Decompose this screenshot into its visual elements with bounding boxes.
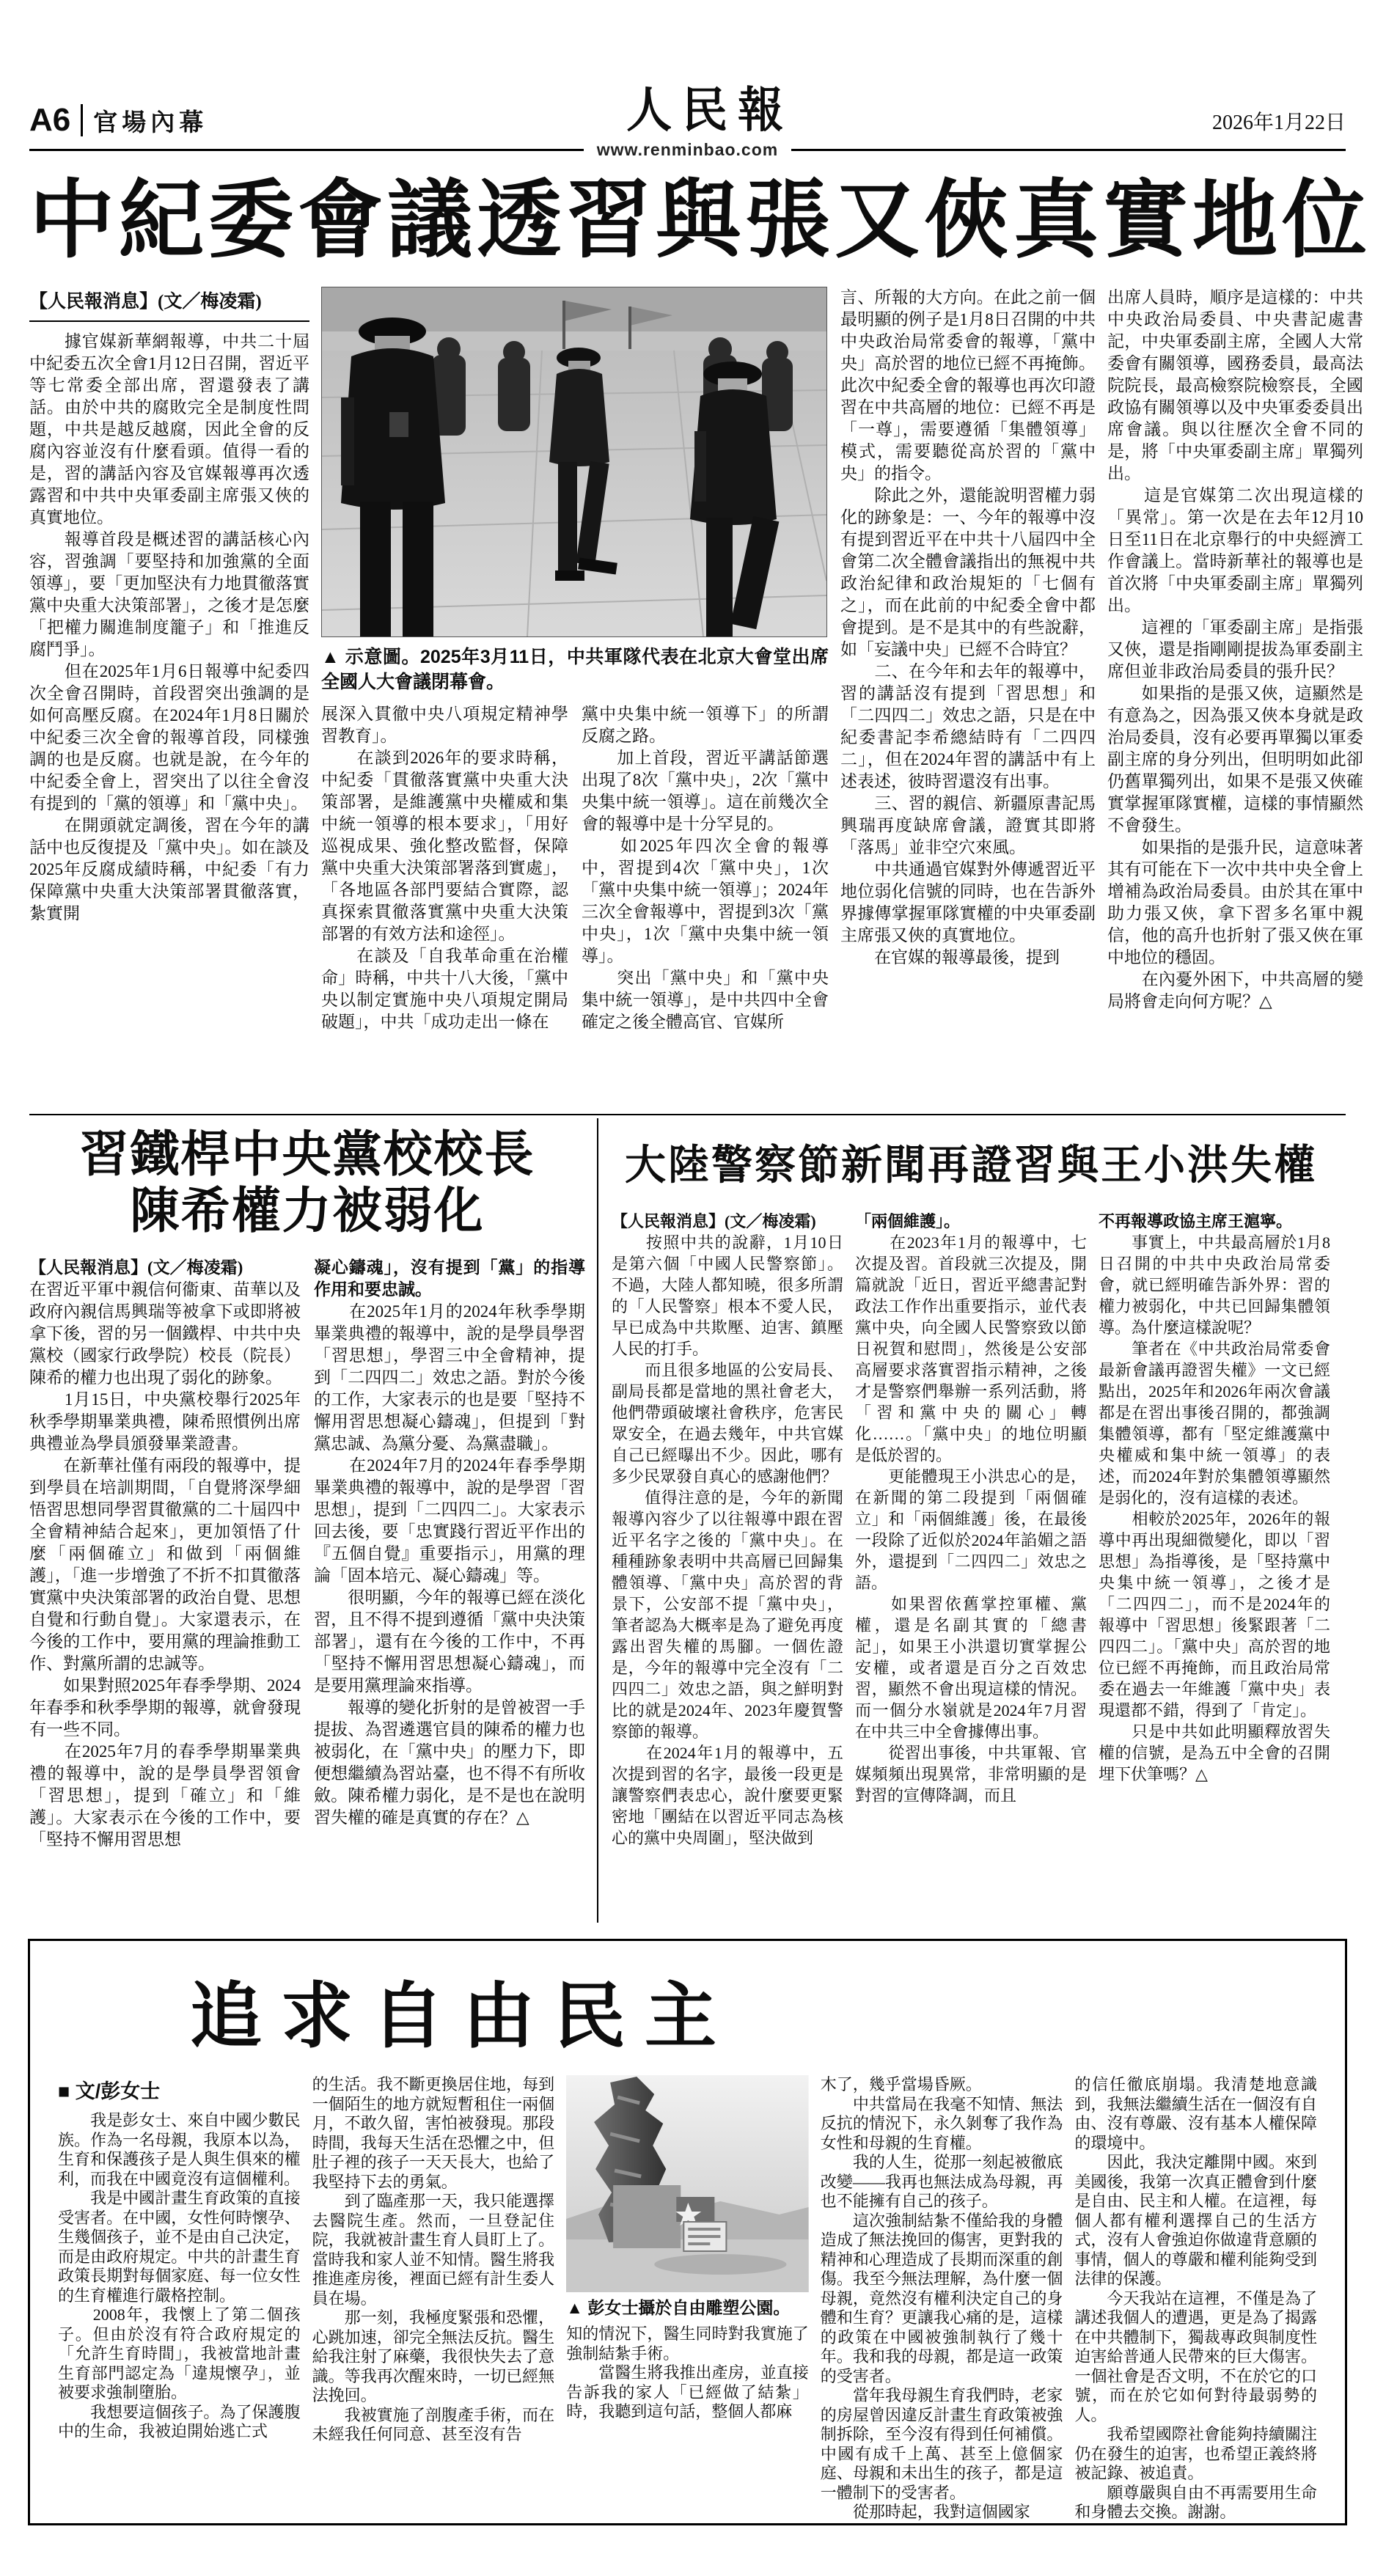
article2 [29,1118,598,1923]
article4-column-3 [566,2075,809,2531]
paragraph: 報導的變化折射的是曾被習一手提拔、為習遴選官員的陳希的權力也被弱化，在「黨中央」的壓力下，即便想繼續為習站臺，也不得不有所收斂。陳希權力弱化，是不是也在說明習失權的確是真實的存在？△ [314,1698,585,1827]
paragraph: 的生活。我不斷更換居住地，每到一個陌生的地方就短暫租住一兩個月，不敢久留，害怕被發現。那段時間，我每天生活在恐懼之中，但肚子裡的孩子一天天長大，也給了我堅持下去的勇氣。 [312,2075,555,2191]
article1-byline: 【人民報消息】(文／梅凌霜) [29,287,309,322]
article1-column-1 [29,287,309,1114]
paragraph: 在談到2026年的要求時稱，中紀委「貫徹落實黨中央重大決策部署，是維護黨中央權威和集中統一領導的根本要求」，「用好巡視成果、強化整改監督，保障黨中央重大決策部署落到實處」，「各地區各部門要結合實際，認真探索貫徹落實黨中央重大決策部署的有效方法和途徑」。 [321,749,568,944]
paragraph: 當年我母親生育我們時，老家的房屋曾因違反計畫生育政策被強制拆除，至今沒有得到任何補償。中國有成千上萬、甚至上億個家庭、母親和未出生的孩子，都是這一體制下的受害者。 [820,2386,1063,2502]
paragraph: 我被實施了剖腹產手術，而在未經我任何同意、甚至沒有告 [312,2405,555,2444]
rule-right [791,149,1346,151]
rule-left [29,149,584,151]
paragraph: 我的人生，從那一刻起被徹底改變——我再也無法成為母親，再也不能擁有自己的孩子。 [820,2153,1063,2211]
paragraph: 除此之外，還能說明習權力弱化的跡象是：一、今年的報導中沒有提到習近平在中共十八屆四中全會第二次全體會議指出的無視中共政治紀律和政治規矩的「七個有之」，而在此前的中紀委全會中都會提到。是不是其中的有些說辭，如「妄議中央」已經不合時宜？ [840,486,1096,659]
paragraph: 我希望國際社會能夠持續關注仍在發生的迫害，也希望正義終將被記錄、被追責。 [1074,2425,1317,2483]
article2-column-1 [29,1257,301,1923]
article4-col3-text [566,2324,809,2422]
paragraph: 我想要這個孩子。為了保護腹中的生命，我被迫開始逃亡式 [58,2402,301,2441]
paragraph: 事實上，中共最高層於1月8日召開的中共中央政治局常委會，就已經明確告訴外界：習的權力被弱化，中共已回歸集體領導。為什麼這樣說呢？ [1099,1233,1330,1337]
paragraph: 願尊嚴與自由不再需要用生命和身體去交換。謝謝。 [1074,2483,1317,2522]
military-parade-photo [321,287,827,637]
article1-column-2b [582,703,829,1114]
article4-column-1 [58,2075,301,2531]
paragraph: 據官媒新華網報導，中共二十屆中紀委五次全會1月12日召開，習近平等七常委全部出席，習還發表了講話。由於中共的腐敗完全是制度性問題，中共是越反越腐，因此全會的反腐內容並沒有什麼看頭。值得一看的是，習的講話內容及官媒報導再次透露習和中共中央軍委副主席張又俠的真實地位。 [29,332,309,527]
issue-date: 2026年1月22日 [1211,111,1346,134]
newspaper-masthead: 人民報 [626,84,794,138]
paragraph: 中共通過官媒對外傳遞習近平地位弱化信號的同時，也在告訴外界據傳掌握軍隊實權的中央軍委副主席張又俠的真實地位。 [840,860,1096,945]
paragraph: 如果對照2025年春季學期、2024年春季和秋季學期的報導，就會發現有一些不同。 [29,1676,301,1739]
article3-column-1 [612,1211,843,1907]
paragraph: 報導首段是概述習的講話核心內容，習強調「要堅持和加強黨的全面領導」，要「更加堅決有力地貫徹落實黨中央重大決策部署」，之後才是怎麼「把權力關進制度籠子」和「推進反腐鬥爭」。 [29,530,309,659]
paragraph: 如果指的是張升民，這意味著其有可能在下一次中共中央全會上增補為政治局委員。由於其在軍中助力張又俠，拿下習多名軍中親信，他的高升也折射了張又俠在軍中地位的穩固。 [1107,838,1363,967]
paragraph: 這次強制結紮不僅給我的身體造成了無法挽回的傷害，更對我的精神和心理造成了長期而深重的創傷。我至今無法理解，為什麼一個母親，竟然沒有權利決定自己的身體和生育？更讓我心痛的是，這樣的政策在中國被強制執行了幾十年。我和我的母親，都是這一政策的受害者。 [820,2211,1063,2385]
paragraph: 而且很多地區的公安局長、副局長都是當地的黑社會老大，他們帶頭破壞社會秩序，危害民眾安全，在過去幾年，中共官媒自己已經曝出不少。因此，哪有多少民眾發自真心的感謝他們？ [612,1361,843,1486]
paragraph: 突出「黨中央」和「黨中央集中統一領導」，是中共四中全會確定之後全體高官、官媒所 [582,969,829,1032]
paragraph: 在新華社僅有兩段的報導中，提到學員在培訓期間，「自覺將深學細悟習思想同學習貫徹黨的二十屆四中全會精神結合起來」，更加領悟了什麼「兩個確立」和做到「兩個維護」，「進一步增強了不折不扣貫徹落實黨中央決策部署的政治自覺、思想自覺和行動自覺」。大家還表示，在今後的工作中，要用黨的理論推動工作、對黨所謂的忠誠等。 [29,1456,301,1673]
paragraph: 那一刻，我極度緊張和恐懼，心跳加速，卻完全無法反抗。醫生給我注射了麻藥，我很快失去了意識。等我再次醒來時，一切已經無法挽回。 [312,2308,555,2405]
paragraph: 這裡的「軍委副主席」是指張又俠，還是指剛剛提拔為軍委副主席但並非政治局委員的張升民？ [1107,618,1363,681]
paragraph: 木了，幾乎當場昏厥。 [820,2075,982,2094]
article4 [28,1939,1347,2525]
paragraph: 我是彭女士、來自中國少數民族。作為一名母親，我原本以為，生育和保護孩子是人與生俱來的權利，而我在中國竟沒有這個權利。 [58,2111,301,2188]
paragraph: 的信任徹底崩塌。我清楚地意識到，我無法繼續生活在一個沒有自由、沒有尊嚴、沒有基本人權保障的環境中。 [1074,2075,1317,2152]
article3-column-3 [1099,1211,1330,1907]
paragraph: 筆者在《中共政治局常委會最新會議再證習失權》一文已經點出，2025年和2026年兩次會議都是在習出事後召開的，都強調集體領導，都有「堅定維護黨中央權威和集中統一領導」的表述，而2024年對於集體領導顯然是弱化的，沒有這樣的表述。 [1099,1340,1330,1508]
article1 [29,287,1363,1102]
paragraph: 很明顯，今年的報導已經在淡化習，且不得不提到遵循「黨中央決策部署」，還有在今後的工作中，不再「堅持不懈用習思想凝心鑄魂」，而是要用黨理論來指導。 [314,1588,585,1695]
article4-column-2 [312,2075,555,2531]
article1-column-4 [1107,287,1363,1114]
paragraph: 我是中國計畫生育政策的直接受害者。在中國，女性何時懷孕、生幾個孩子，並不是由自己決定，而是由政府規定。中共的計畫生育政策長期對每個家庭、每一位女性的生育權進行嚴格控制。 [58,2189,301,2305]
paragraph: 不再報導政協主席王滬寧。 [1099,1212,1293,1231]
statue-park-photo [566,2075,809,2292]
paragraph: 值得注意的是，今年的新聞報導內容少了以往報導中跟在習近平名字之後的「黨中央」。在種種跡象表明中共高層已回歸集體領導、「黨中央」高於習的背景下，公安部不提「黨中央」，筆者認為大概率是為了避免再度露出習失權的馬腳。一個佐證是，今年的報導中完全沒有「二四四二」效忠之語，與之鮮明對比的就是2024年、2023年慶賀警察節的報導。 [612,1489,843,1742]
article2-headline-line1: 習鐵桿中央黨校校長 [79,1128,535,1183]
paragraph: 2008年，我懷上了第二個孩子。但由於沒有符合政府規定的「允許生育時間」，我被當地計畫生育部門認定為「違規懷孕」，並被要求強制墮胎。 [58,2305,301,2402]
paragraph: 「兩個維護」。 [855,1212,961,1231]
article1-column-3 [840,287,1096,1114]
article1-headline: 中紀委會議透習與張又俠真實地位 [29,175,1371,268]
paragraph: 凝心鑄魂」，沒有提到「黨」的指導作用和要忠誠。 [314,1258,585,1299]
paragraph: 當醫生將我推出產房，並直接告訴我的家人「已經做了結紮」時，我聽到這句話，整個人都麻 [566,2363,809,2421]
paragraph: 如果習依舊掌控軍權、黨權，還是名副其實的「總書記」，如果王小洪還切實掌握公安權，或者還是百分之百效忠習，顯然不會出現這樣的情況。而一個分水嶺就是2024年7月習在中共三中全會據傳出事。 [855,1595,1087,1742]
article3 [598,1118,1330,1923]
paragraph: 這是官媒第二次出現這樣的「異常」。第一次是在去年12月10日至11日在北京舉行的中央經濟工作會議上。當時新華社的報導也是首次將「中央軍委副主席」單獨列出。 [1107,486,1363,615]
paragraph: 出席人員時，順序是這樣的：中共中央政治局委員、中央書記處書記，中央軍委副主席，全國人大常委會有關領導，國務委員，最高法院院長，最高檢察院檢察長，全國政協有關領導以及中央軍委委員出席會議。與以往歷次全會不同的是，將「中央軍委副主席」單獨列出。 [1107,288,1363,483]
article4-column-5 [1074,2075,1317,2531]
paragraph: 從那時起，我對這個國家 [820,2503,1030,2522]
header-divider [81,104,83,136]
paragraph: 中共當局在我毫不知情、無法反抗的情況下，永久剝奪了我作為女性和母親的生育權。 [820,2094,1063,2152]
paragraph: 二、在今年和去年的報導中，習的講話沒有提到「習思想」和「二四四二」效忠之語，只是在中紀委書記李希總結時有「二四四二」，但在2024年習的講話中有上述表述，彼時習還沒有出事。 [840,662,1096,791]
paragraph: 在2024年7月的2024年春季學期畢業典禮的報導中，說的是學習「習思想」，提到「二四四二」。大家表示回去後，要「忠實踐行習近平作出的『五個自覺』重要指示」，用黨的理論「固本培元、凝心鑄魂」等。 [314,1456,585,1585]
paragraph: 從習出事後，中共軍報、官媒頻頻出現異常，非常明顯的是對習的宣傳降調，而且 [855,1744,1087,1805]
paragraph: 言、所報的大方向。在此之前一個最明顯的例子是1月8日召開的中共中央政治局常委會的報導，「黨中央」高於習的地位已經不再掩飾。此次中紀委全會的報導也再次印證習在中共高層的地位：已經不再是「一尊」，需要遵循「集體領導」模式，需要聽從高於習的「黨中央」的指令。 [840,288,1096,483]
paragraph: 在2024年1月的報導中，五次提到習的名字，最後一段更是讓警察們表忠心，說什麼要更緊密地「團結在以習近平同志為核心的黨中央周圍」，堅決做到 [612,1744,843,1848]
paragraph: 展深入貫徹中央八項規定精神學習教育」。 [321,705,568,746]
paragraph: 在2023年1月的報導中，七次提及習。首段就三次提及，開篇就說「近日，習近平總書記對政法工作作出重要指示，並代表黨中央，向全國人民警察致以節日祝賀和慰問」，然後是公安部高層要求落實習指示精神，之後才是警察們舉辦一系列活動，將「習和黨中央的關心」轉化……。「黨中央」的地位明顯是低於習的。 [855,1233,1087,1465]
paragraph: 加上首段，習近平講話節選出現了8次「黨中央」，2次「黨中央集中統一領導」。這在前幾次全會的報導中是十分罕見的。 [582,749,829,834]
paragraph: 在官媒的報導最後，提到 [840,948,1060,967]
page-header [29,73,1346,139]
paragraph: 更能體現王小洪忠心的是，在新聞的第二段提到「兩個確立」和「兩個維護」後，在最後一段除了近似於2024年諂媚之語外，還提到「二四四二」效忠之語。 [855,1467,1087,1593]
paragraph: 【人民報消息】(文／梅凌霜) [29,1258,243,1277]
article3-headline: 大陸警察節新聞再證習與王小洪失權 [625,1143,1317,1189]
paragraph: 在談及「自我革命重在治權命」時稱，中共十八大後，「黨中央以制定實施中央八項規定開局破題」，中共「成功走出一條在 [321,947,568,1032]
paragraph: 知的情況下，醫生同時對我實施了強制結紮手術。 [566,2324,809,2363]
statue-park-photo-art [566,2075,809,2292]
paragraph: 在2025年1月的2024年秋季學期畢業典禮的報導中，說的是學員學習「習思想」，學習三中全會精神，提到「二四四二」效忠之語。對於今後的工作，大家表示的也是要「堅持不懈用習思想凝心鑄魂」，但提到「對黨忠誠、為黨分憂、為黨盡職」。 [314,1302,585,1453]
article4-title: 追求自由民主 [190,1978,736,2058]
section-rule [29,1114,1346,1115]
article1-col1-text [29,331,309,925]
paragraph: 但在2025年1月6日報導中紀委四次全會召開時，首段習突出強調的是如何高壓反腐。在2024年1月8日關於中紀委三次全會的報導首段，同樣強調的也是反腐。也就是說，在今年的中紀委全會上，習突出了以往全會沒有提到的「黨的領導」和「黨中央」。 [29,662,309,813]
section-title: 官場內幕 [93,109,208,136]
article1-column-2a [321,703,568,1114]
paragraph: 因此，我決定離開中國。來到美國後，我第一次真正體會到什麼是自由、民主和人權。在這裡，每個人都有權利選擇自己的生活方式，沒有人會強迫你做違背意願的事情，個人的尊嚴和權利能夠受到法律的保護。 [1074,2153,1317,2289]
article4-col1-text [58,2111,301,2442]
article2-column-2 [314,1257,585,1923]
paragraph: 黨中央集中統一領導下」的所謂反腐之路。 [582,705,829,746]
military-parade-photo-art [322,287,826,636]
paragraph: 相較於2025年，2026年的報導中再出現細微變化，即以「習思想」為指導後，是「堅持黨中央集中統一領導」，之後才是「二四四二」，而不是2024年的報導中「習思想」後緊跟著「二四四二」。「黨中央」高於習的地位已經不再掩飾，而且政治局常委在過去一年維護「黨中央」表現還都不錯，得到了「肯定」。 [1099,1510,1330,1720]
paragraph: 三、習的親信、新疆原書記馬興瑞再度缺席會議，證實其即將「落馬」並非空穴來風。 [840,794,1096,857]
article4-photo-caption: ▲ 彭女士攝於自由雕塑公園。 [566,2298,791,2318]
article4-author: ■ 文/彭女士 [58,2080,161,2103]
article1-column-2 [321,287,829,1114]
article2-headline-line2: 陳希權力被弱化 [130,1184,485,1239]
paragraph: 只是中共如此明顯釋放習失權的信號，是為五中全會的召開埋下伏筆嗎？△ [1099,1722,1330,1784]
paragraph: 在開頭就定調後，習在今年的講話中也反復提及「黨中央」。如在談及2025年反腐成績時稱，中紀委「有力保障黨中央重大決策部署貫徹落實，紮實開 [29,816,309,923]
section-label [29,102,208,139]
paragraph: 如2025年四次全會的報導中，習提到4次「黨中央」，1次「黨中央集中統一領導」；2024年三次全會報導中，習提到3次「黨中央」，1次「黨中央集中統一領導」。 [582,837,829,966]
header-rule [29,140,1346,160]
paragraph: 按照中共的說辭，1月10日是第六個「中國人民警察節」。不過，大陸人都知曉，很多所謂的「人民警察」根本不愛人民，早已成為中共欺壓、迫害、鎮壓人民的打手。 [612,1233,843,1359]
website-link[interactable]: www.renminbao.com [596,140,779,159]
paragraph: 在2025年7月的春季學期畢業典禮的報導中，說的是學員學習領會「習思想」，提到「確立」和「維護」。大家表示在今後的工作中，要「堅持不懈用習思想 [29,1742,301,1849]
paragraph: 如果指的是張又俠，這顯然是有意為之，因為張又俠本身就是政治局委員，沒有必要再單獨以軍委副主席的身分列出，但明明如此卻仍舊單獨列出，如果不是張又俠確實掌握軍隊實權，這樣的事情顯然不會發生。 [1107,684,1363,835]
paragraph: 在內憂外困下，中共高層的變局將會走向何方呢？△ [1107,970,1363,1011]
paragraph: 到了臨產那一天，我只能選擇去醫院生產。然而，一旦登記住院，我就被計畫生育人員盯上了。當時我和家人並不知情。醫生將我推進產房後，裡面已經有計生委人員在場。 [312,2192,555,2308]
article3-column-2 [855,1211,1087,1907]
page-number: A6 [29,102,71,138]
article1-photo-caption: ▲ 示意圖。2025年3月11日，中共軍隊代表在北京大會堂出席全國人大會議閉幕會。 [321,647,829,693]
paragraph: 今天我站在這裡，不僅是為了講述我個人的遭遇，更是為了揭露在中共體制下，獨裁專政與制度性迫害給普通人民帶來的巨大傷害。一個社會是否文明，不在於它的口號，而在於它如何對待最弱勢的人。 [1074,2289,1317,2424]
paragraph: 【人民報消息】(文／梅凌霜) [612,1212,816,1231]
paragraph: 1月15日，中央黨校舉行2025年秋季學期畢業典禮，陳希照慣例出席典禮並為學員頒發畢業證書。 [29,1390,301,1453]
article4-column-4 [821,2075,1063,2531]
paragraph: 在習近平軍中親信何衞東、苗華以及政府內親信馬興瑞等被拿下或即將被拿下後，習的另一個鐵桿、中共中央黨校（國家行政學院）校長（院長）陳希的權力也出現了弱化的跡象。 [29,1280,301,1387]
